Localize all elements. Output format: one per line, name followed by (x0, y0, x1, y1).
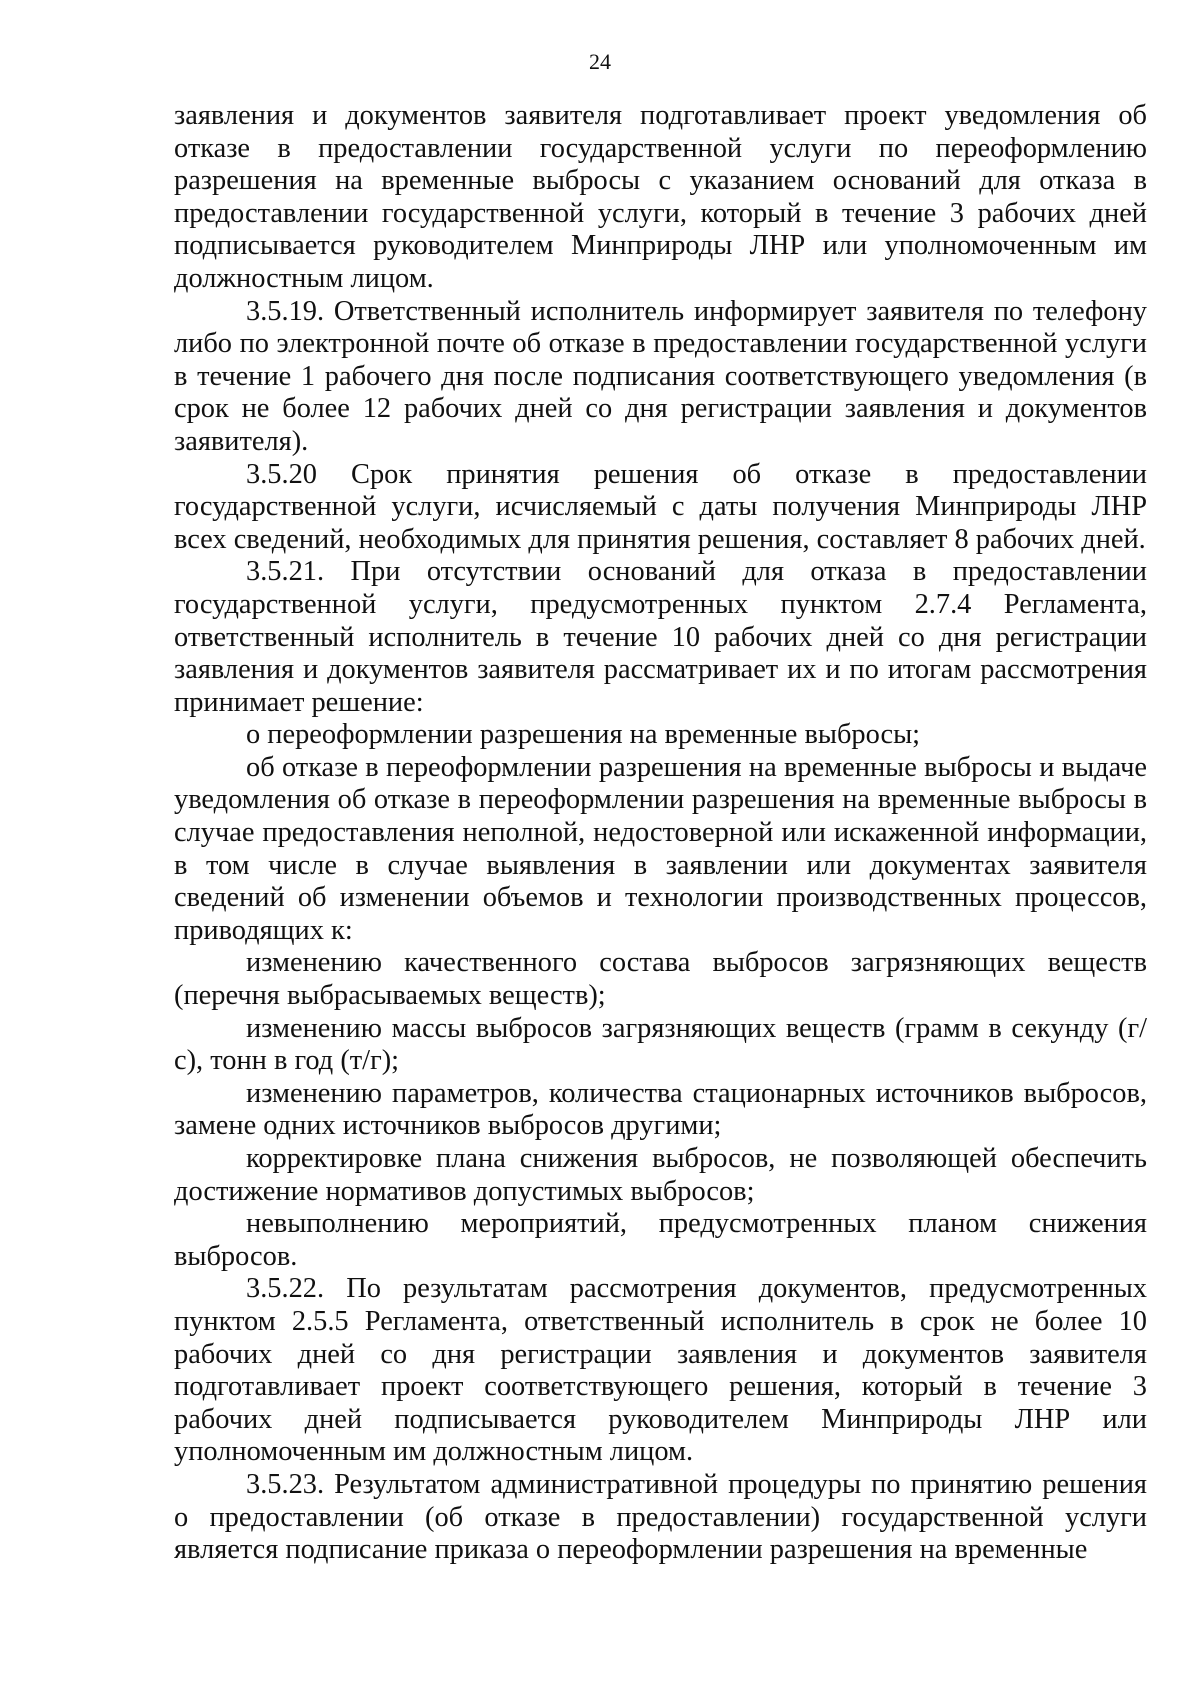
paragraph-3-5-19: 3.5.19. Ответственный исполнитель информирует заявителя по телефону либо по электронной почте об отказе в предоставлении государственной услуги в течение 1 рабочего дня после подписания соответствующего уведомления (в срок не более 12 рабочих дней со дня регистрации заявления и документов заявителя). (174, 295, 1147, 457)
list-item-reissue: о переоформлении разрешения на временные выбросы; (246, 719, 921, 751)
paragraph-3-5-23: 3.5.23. Результатом административной процедуры по принятию решения о предоставлении (об отказе в предоставлении) государственной услуги является подписание приказа о переоформлении разрешения на временные (174, 1468, 1147, 1566)
list-item-refusal: об отказе в переоформлении разрешения на временные выбросы и выдаче уведомления об отказе в переоформлении разрешения на временные выбросы в случае предоставления неполной, недостоверной или искаженной информации, в том числе в случае выявления в заявлении или документах заявителя сведений об изменении объемов и технологии производственных процессов, приводящих к: (174, 751, 1147, 946)
list-item-mass-change: изменению массы выбросов загрязняющих веществ (грамм в секунду (г/с), тонн в год (т/г); (174, 1012, 1147, 1077)
list-item-plan-adjustment: корректировке плана снижения выбросов, не позволяющей обеспечить достижение нормативов допустимых выбросов; (174, 1143, 1147, 1207)
list-item-composition-change: изменению качественного состава выбросов загрязняющих веществ (перечня выбрасываемых веществ); (174, 947, 1147, 1012)
page-number: 24 (589, 49, 611, 74)
paragraph-3-5-20: 3.5.20 Срок принятия решения об отказе в предоставлении государственной услуги, исчисляемый с даты получения Минприроды ЛНР всех сведений, необходимых для принятия решения, составляет 8 рабочих дней. (174, 458, 1147, 555)
paragraph-3-5-21: 3.5.21. При отсутствии оснований для отказа в предоставлении государственной услуги, предусмотренных пунктом 2.7.4 Регламента, ответственный исполнитель в течение 10 рабочих дней со дня регистрации заявления и документов заявителя рассматривает их и по итогам рассмотрения принимает решение: (174, 556, 1147, 718)
paragraph-3-5-22: 3.5.22. По результатам рассмотрения документов, предусмотренных пунктом 2.5.5 Регламента, ответственный исполнитель в срок не более 10 рабочих дней со дня регистрации заявления и документов заявителя подготавливает проект соответствующего решения, который в течение 3 рабочих дней подписывается руководителем Минприроды ЛНР или уполномоченным им должностным лицом. (174, 1273, 1147, 1468)
list-item-sources-change: изменению параметров, количества стационарных источников выбросов, замене одних источников выбросов другими; (174, 1077, 1147, 1142)
paragraph-continuation: заявления и документов заявителя подготавливает проект уведомления об отказе в предоставлении государственной услуги по переоформлению разрешения на временные выбросы с указанием оснований для отказа в предоставлении государственной услуги, который в течение 3 рабочих дней подписывается руководителем Минприроды ЛНР или уполномоченным им должностным лицом. (174, 100, 1147, 294)
list-item-measures-failure: невыполнению мероприятий, предусмотренных планом снижения выбросов. (174, 1208, 1147, 1272)
document-body (174, 100, 1147, 1567)
